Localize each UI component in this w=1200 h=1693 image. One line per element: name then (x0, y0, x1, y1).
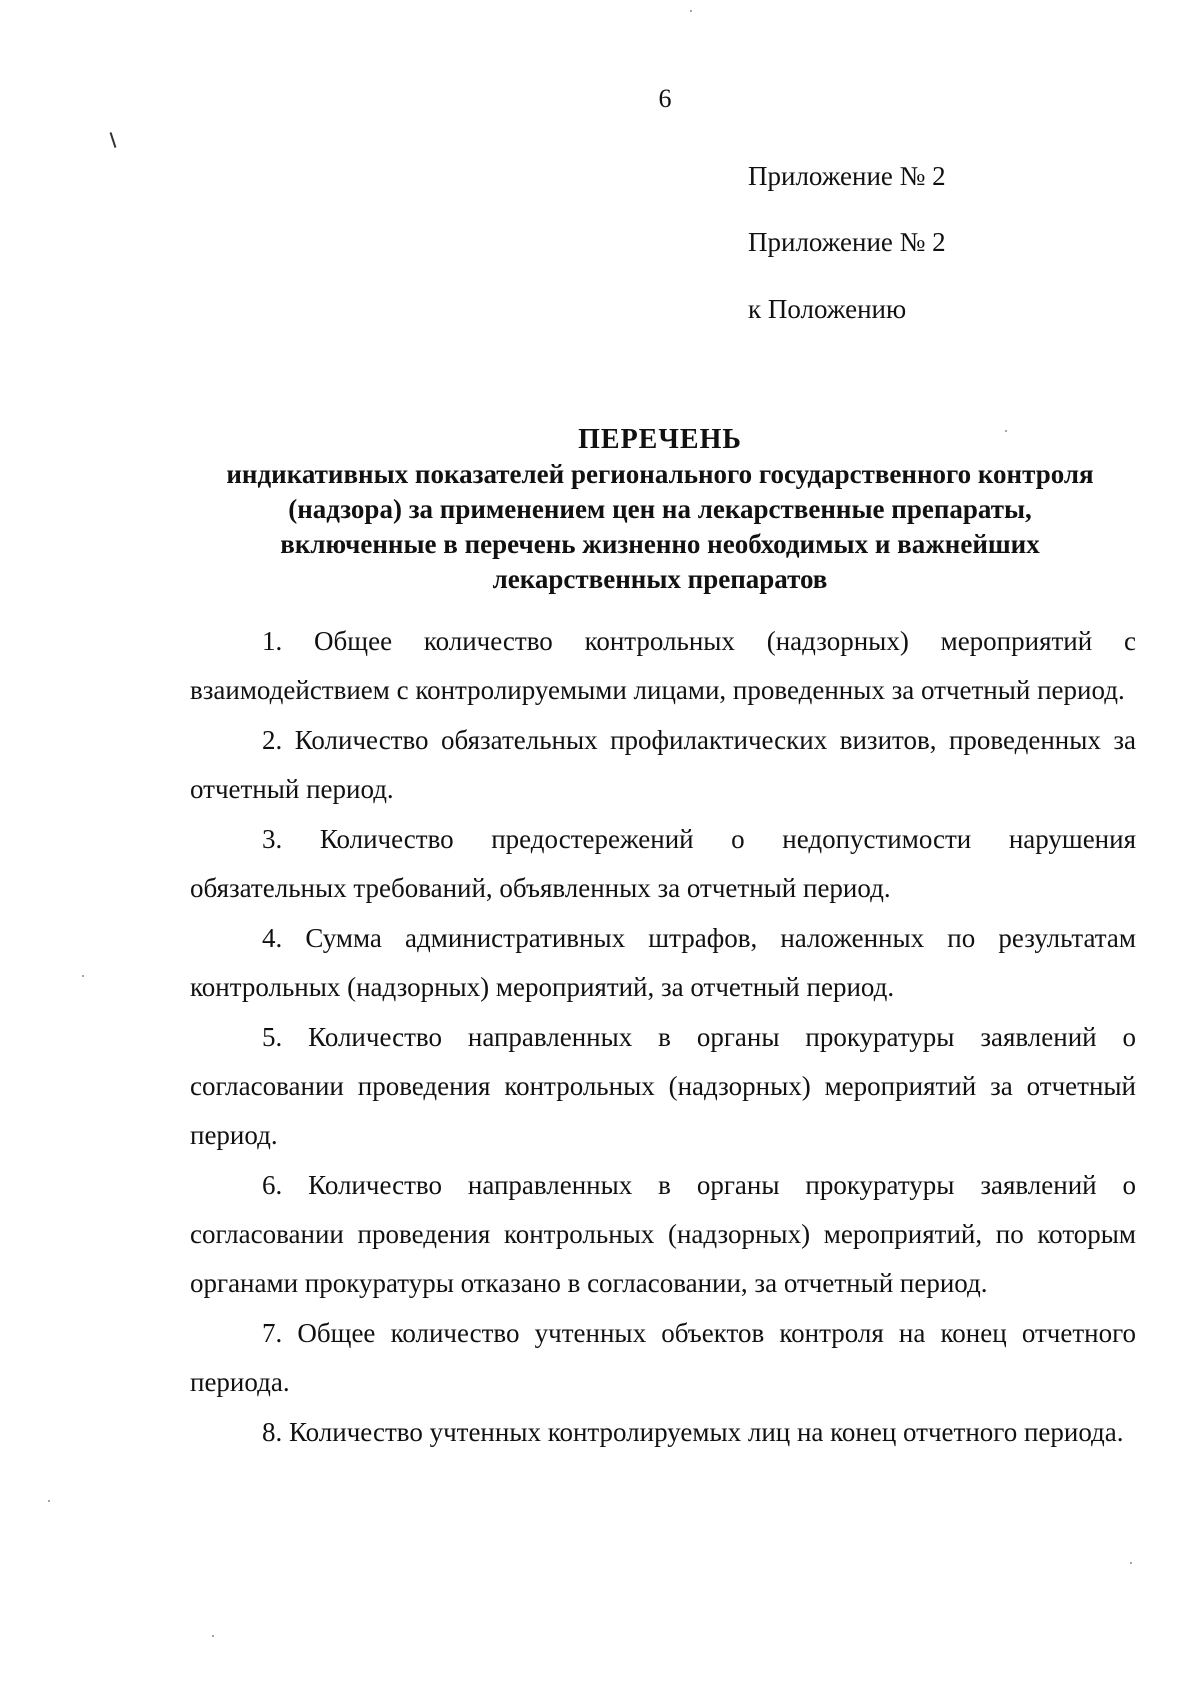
list-item: 8. Количество учтенных контролируемых лиц на конец отчетного периода. (262, 1417, 1124, 1447)
scan-mark (110, 132, 117, 148)
page-number: 6 (658, 84, 672, 113)
list-item: 7. Общее количество учтенных объектов контроля на конец отчетного периода. (190, 1318, 1136, 1397)
scan-speck (82, 975, 84, 977)
title-line: лекарственных препаратов (492, 564, 828, 594)
scan-speck (48, 1500, 50, 1502)
scan-speck (212, 1635, 214, 1637)
list-item: 1. Общее количество контрольных (надзорных) мероприятий с взаимодействием с контролируемыми лицами, проведенных за отчетный период. (190, 626, 1136, 705)
scan-speck (1130, 1562, 1132, 1564)
list-item: 2. Количество обязательных профилактических визитов, проведенных за отчетный период. (190, 725, 1136, 804)
list-item: 6. Количество направленных в органы прокуратуры заявлений о согласовании проведения контрольных (надзорных) мероприятий, по которым органами прокуратуры отказано в согласовании, за отчетный период. (190, 1170, 1136, 1298)
title-line: (надзора) за применением цен на лекарственные препараты, (288, 494, 1032, 524)
appendix-label: Приложение № 2 (748, 161, 946, 191)
title-line: индикативных показателей регионального государственного контроля (226, 459, 1094, 489)
title-heading: ПЕРЕЧЕНЬ (578, 424, 742, 455)
indicator-list (190, 617, 1136, 1458)
scan-speck (690, 10, 692, 12)
document-title (190, 422, 1130, 597)
list-item: 3. Количество предостережений о недопустимости нарушения обязательных требований, объявленных за отчетный период. (190, 824, 1136, 903)
list-item: 5. Количество направленных в органы прокуратуры заявлений о согласовании проведения контрольных (надзорных) мероприятий за отчетный период. (190, 1022, 1136, 1150)
title-line: включенные в перечень жизненно необходимых и важнейших (280, 529, 1040, 559)
appendix-reference: к Положению (748, 294, 907, 324)
scan-speck (1005, 430, 1007, 432)
appendix-label-repeat: Приложение № 2 (748, 227, 946, 257)
list-item: 4. Сумма административных штрафов, наложенных по результатам контрольных (надзорных) мероприятий, за отчетный период. (190, 923, 1136, 1002)
